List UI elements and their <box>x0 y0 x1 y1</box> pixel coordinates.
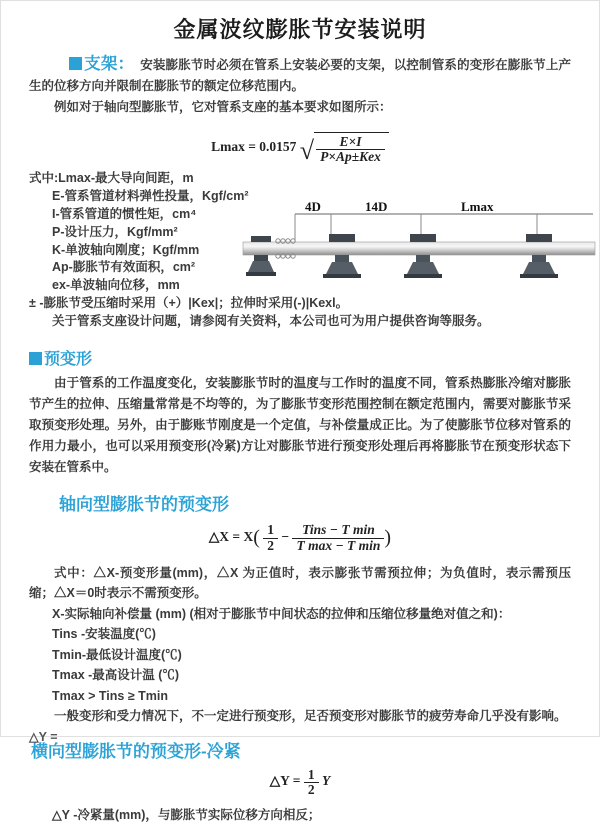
lateral-formula-rhs: Y <box>321 773 331 789</box>
lateral-formula-lhs: △Y = <box>269 773 301 789</box>
definition-line: 关于管系支座设计问题，请参阅有关资料，本公司也可为用户提供咨询等服务。 <box>52 313 490 328</box>
sqrt-denominator: P×Ap±Kex <box>316 149 385 164</box>
radical-sign: √ <box>299 136 315 166</box>
axial-line: Tmax > Tins ≥ Tmin <box>52 688 169 703</box>
axial-formula <box>29 523 571 552</box>
section-square-icon <box>69 57 82 70</box>
axial-line: Tmin-最低设计温度(℃) <box>52 647 182 662</box>
support-section-heading: 支架： <box>84 55 135 73</box>
page-title: 金属波纹膨胀节安装说明 <box>173 17 427 42</box>
pipe <box>243 242 595 255</box>
clipped-bottom-line: △Y = <box>29 730 58 744</box>
definition-line: K-单波轴向刚度；Kgf/mm <box>52 242 200 257</box>
lateral-formula <box>29 768 571 797</box>
dim-label-14d: 14D <box>365 199 388 215</box>
guide-support <box>404 234 442 278</box>
predeform-section <box>29 346 571 478</box>
sqrt-numerator: E×I <box>339 134 362 149</box>
definition-line: P-设计压力，Kgf/mm² <box>52 224 178 239</box>
axial-line: Tins -安装温度(℃) <box>52 627 156 642</box>
axial-formula-lhs: △X = X <box>208 529 254 545</box>
lateral-subheading: 横向型膨胀节的预变形-冷紧 <box>31 741 241 761</box>
support-example-line: 例如对于轴向型膨胀节，它对管系支座的基本要求如图所示： <box>54 100 392 114</box>
axial-line: 式中：△X-预变形量(mm)，△X 为正值时，表示膨张节需预拉伸；为负值时，表示需预压缩；△X＝0时表示不需预变形。 <box>29 565 571 601</box>
guide-support <box>520 234 558 278</box>
definition-line: E-管系管道材料弹性投量，Kgf/cm² <box>52 189 249 204</box>
right-paren: ) <box>384 526 392 549</box>
half-fraction: $\frac{1}{2}$ <box>304 768 319 797</box>
definition-line: ± -膨胀节受压缩时采用（+）|Kex|；拉伸时采用(-)|Kexl。 <box>29 295 349 310</box>
axial-line: X-实际轴向补偿量 (mm) (相对于膨胀节中间状态的拉伸和压缩位移量绝对值之和)： <box>52 606 511 621</box>
predeform-heading-row <box>29 346 571 369</box>
sqrt-expression <box>300 132 389 164</box>
predeform-paragraph: 由于管系的工作温度变化，安装膨胀节时的温度与工作时的温度不同，管系热膨胀冷缩对膨胀节产生的拉伸、压缩量常常是不均等的，为了膨胀节变形范围控制在额定范围内，需要对膨胀节采取预变形处理。另外，由于膨账节刚度是一个定值，与补偿量成正比。为了使膨胀节位移对管系的作用力最小，也可以采用预变形(冷紧)方让对膨胀节进行预变形处理后再将膨胀节在预变形状态下安装在管系中。 <box>29 376 571 475</box>
minus-sign: − <box>281 529 290 545</box>
axial-note-line: 一般变形和受力情况下，不一定进行预变形，足否预变形对膨胀节的疲劳寿命几乎没有影响。 <box>54 709 567 724</box>
section-square-icon <box>29 352 42 365</box>
temperature-fraction: $\frac{\text{Tins − T min}}{\text{T max − T min}}$ <box>292 523 384 552</box>
half-fraction: $\frac{1}{2}$ <box>263 523 278 552</box>
support-paragraph <box>29 54 571 97</box>
axial-subheading: 轴向型膨胀节的预变形 <box>59 495 229 515</box>
definition-line: I-管系管道的惯性矩，cm⁴ <box>52 206 197 221</box>
definitions-block <box>29 170 571 332</box>
lmax-formula-lhs: Lmax = 0.0157 <box>211 139 297 155</box>
guide-support <box>323 234 361 278</box>
support-body-text: 安装膨胀节时必须在管系上安装必要的支架，以控制管系的变形在膨胀节上产生的位移方向并限制在膨胀节的额定位移范围内。 <box>29 58 571 93</box>
predeform-section-heading: 预变形 <box>44 351 93 369</box>
dim-label-4d: 4D <box>305 199 321 215</box>
pipe-support-diagram <box>243 200 595 296</box>
axial-definitions <box>29 563 571 727</box>
lmax-formula <box>29 132 571 164</box>
axial-line: Tmax -最高设计温 (℃) <box>52 668 180 683</box>
definition-line: 式中:Lmax-最大导向间距，m <box>29 171 194 186</box>
left-paren: ( <box>253 526 260 549</box>
lateral-line: △Y -冷紧量(mm)，与膨胀节实际位移方向相反； <box>52 808 321 823</box>
definition-line: ex-单波轴向位移，mm <box>52 278 180 293</box>
definition-line: Ap-膨胀节有效面积，cm² <box>52 260 196 275</box>
dim-label-lmax: Lmax <box>461 199 494 215</box>
